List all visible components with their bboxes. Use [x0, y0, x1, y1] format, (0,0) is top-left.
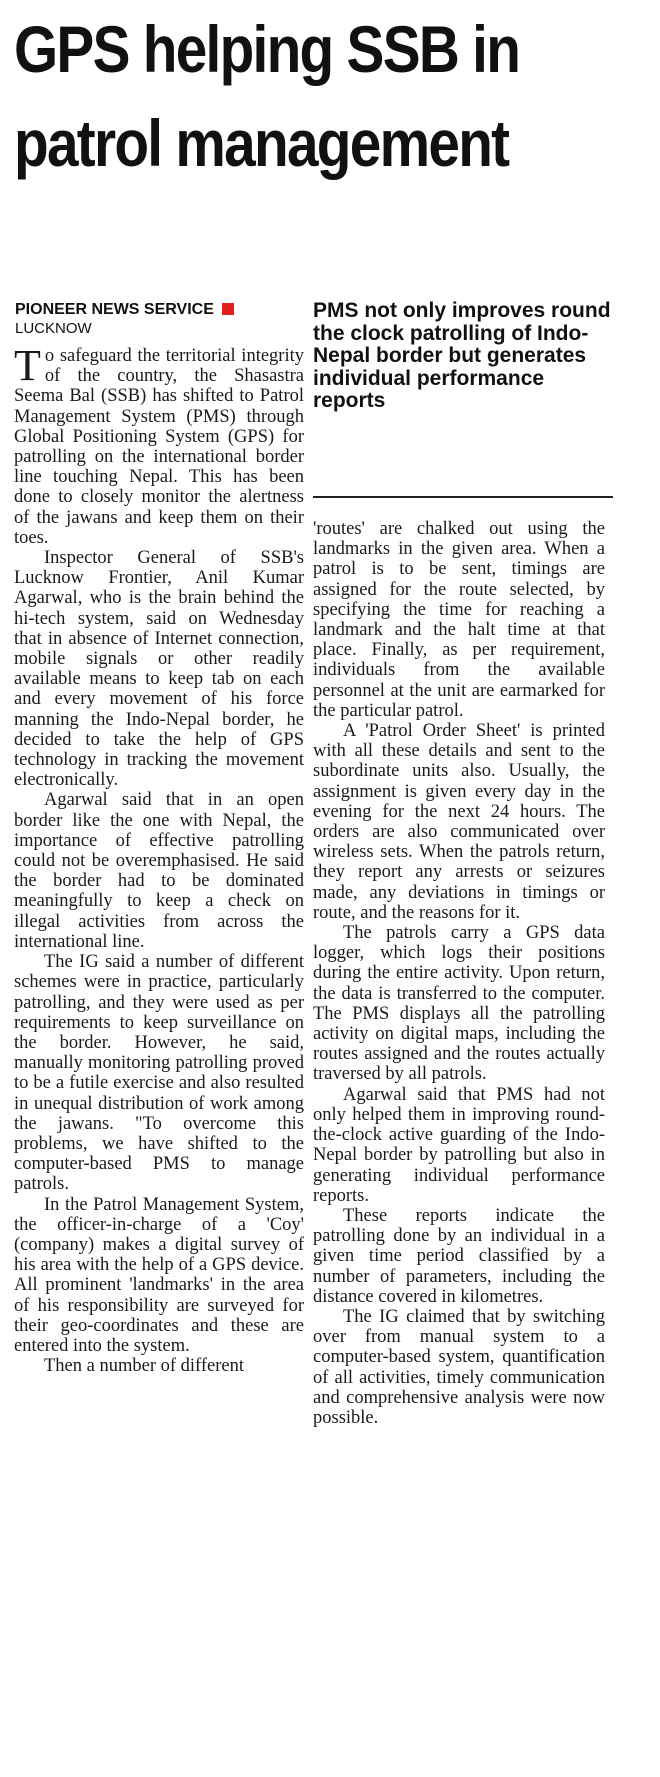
- paragraph-text: o safeguard the territorial integrity of the country, the Shasastra Seema Bal (SSB) has shifted to Patrol Management System (PMS) through Global Positioning System (GPS) for patrolling on the international border line touching Nepal. This has been done to closely monitor the alertness of the jawans and keep them on their toes.: [14, 346, 304, 548]
- paragraph: These reports indicate the patrolling done by an individual in a given time period classified by a number of parameters, including the distance covered in kilometres.: [313, 1205, 605, 1307]
- byline: [15, 300, 305, 319]
- dateline: LUCKNOW: [15, 320, 92, 337]
- drop-cap: T: [14, 341, 41, 390]
- paragraph: [14, 341, 304, 548]
- paragraph: The IG said a number of different schemes were in practice, particularly patrolling, and they were used as per requirements to keep surveillance on the border. However, he said, manually monitoring patrolling proved to be a futile exercise and also resulted in unequal distribution of work among the jawans. "To overcome this problems, we have shifted to the computer-based PMS to manage patrols.: [14, 952, 304, 1195]
- red-square-icon: [222, 303, 234, 315]
- byline-block: [15, 300, 305, 338]
- paragraph: 'routes' are chalked out using the landmarks in the given area. When a patrol is to be sent, timings are assigned for the route selected, by specifying the time for reaching a landmark and the halt time at that place. Finally, as per requirement, individuals from the available personnel at the unit are earmarked for the particular patrol.: [313, 519, 605, 721]
- column-2: [313, 519, 605, 1428]
- paragraph: The patrols carry a GPS data logger, which logs their positions during the entire activity. Upon return, the data is transferred to the computer. The PMS displays all the patrolling activity on digital maps, including the routes assigned and the routes actually traversed by all patrols.: [313, 923, 605, 1085]
- divider-rule: [313, 496, 613, 498]
- headline: GPS helping SSB in patrol management: [14, 12, 520, 180]
- deck-subheadline: PMS not only improves round the clock patrolling of Indo-Nepal border but generates individual performance reports: [313, 299, 611, 412]
- byline-text: PIONEER NEWS SERVICE: [15, 301, 214, 318]
- paragraph: The IG claimed that by switching over from manual system to a computer-based system, quantification of all activities, timely communication and comprehensive analysis were now possible.: [313, 1306, 605, 1428]
- paragraph: A 'Patrol Order Sheet' is printed with all these details and sent to the subordinate units also. Usually, the assignment is given every day in the evening for the next 24 hours. The orders are also communicated over wireless sets. When the patrols return, they report any arrests or seizures made, any deviations in timings or route, and the reasons for it.: [313, 721, 605, 923]
- paragraph: Agarwal said that in an open border like the one with Nepal, the importance of effective patrolling could not be overemphasised. He said the border had to be dominated meaningfully to keep a check on illegal activities from across the international line.: [14, 790, 304, 952]
- paragraph: Then a number of different: [44, 1356, 244, 1377]
- paragraph: In the Patrol Management System, the officer-in-charge of a 'Coy' (company) makes a digital survey of his area with the help of a GPS device. All prominent 'landmarks' in the area of his responsibility are surveyed for their geo-coordinates and these are entered into the system.: [14, 1194, 304, 1356]
- paragraph: Inspector General of SSB's Lucknow Frontier, Anil Kumar Agarwal, who is the brain behind the hi-tech system, said on Wednesday that in absence of Internet connection, mobile signals or other readily available means to keep tab on each and every movement of his force manning the Indo-Nepal border, he decided to take the help of GPS technology in tracking the movement electronically.: [14, 548, 304, 791]
- paragraph: Agarwal said that PMS had not only helped them in improving round-the-clock active guarding of the Indo-Nepal border by patrolling but also in generating individual performance reports.: [313, 1084, 605, 1206]
- column-1: [14, 341, 304, 1377]
